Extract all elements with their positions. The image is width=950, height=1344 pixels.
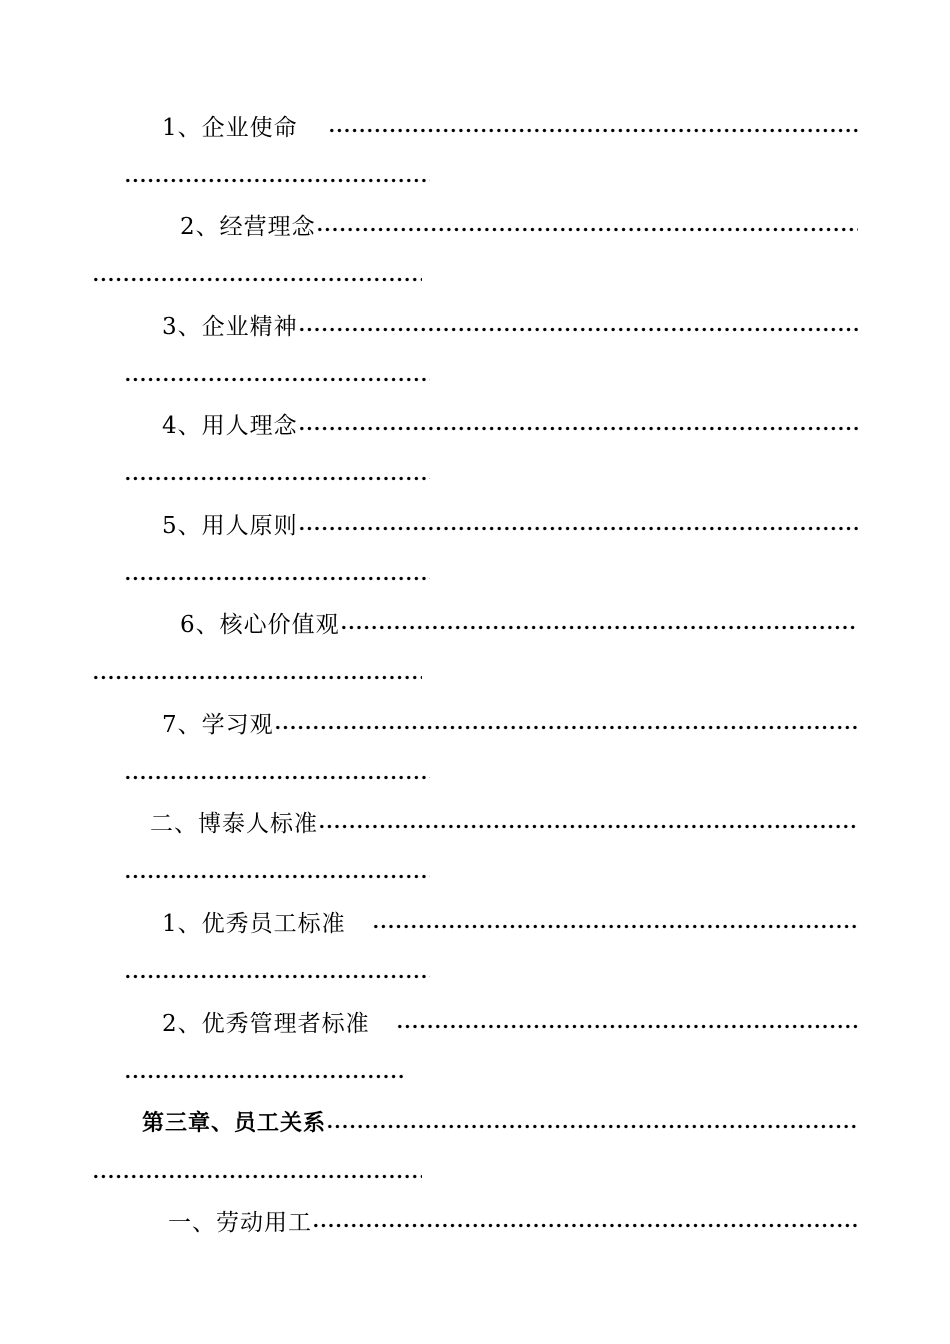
dot-leader-continuation: [124, 455, 430, 491]
dot-leader: [396, 1003, 858, 1039]
toc-entry-label: 5、用人原则: [162, 512, 298, 539]
dot-leader-continuation: [124, 356, 430, 392]
dot-leader: [312, 1202, 858, 1238]
toc-entry-label: 1、企业使命: [162, 114, 298, 141]
toc-entry-label: 1、优秀员工标准: [162, 910, 346, 937]
toc-entry: [0, 1103, 950, 1203]
toc-entry-label: 二、博泰人标准: [150, 810, 318, 837]
dot-leader-continuation: [92, 654, 422, 690]
toc-entry-label: 一、劳动用工: [168, 1209, 312, 1236]
dot-leader-continuation: [124, 953, 430, 989]
dot-leader-continuation: [124, 157, 430, 193]
dot-leader: [298, 405, 858, 441]
dot-leader: [328, 107, 858, 143]
toc-entry: [0, 903, 950, 1003]
dot-leader-continuation: [124, 1053, 406, 1089]
toc-chapter-label: 第三章、员工关系: [142, 1110, 327, 1136]
dot-leader-continuation: [92, 256, 422, 292]
dot-leader: [326, 1103, 858, 1139]
toc-entry: [0, 306, 950, 406]
toc-entry: [0, 505, 950, 605]
dot-leader: [340, 604, 858, 640]
toc-entry-label: 2、经营理念: [180, 213, 316, 240]
toc-entry-label: 6、核心价值观: [180, 611, 340, 638]
toc-entry: [0, 704, 950, 804]
dot-leader: [274, 704, 858, 740]
dot-leader-continuation: [124, 754, 430, 790]
dot-leader: [298, 505, 858, 541]
toc-entry-label: 7、学习观: [162, 711, 274, 738]
dot-leader: [318, 803, 858, 839]
toc-entry: [0, 107, 950, 207]
dot-leader-continuation: [124, 853, 430, 889]
toc-entry-label: 4、用人理念: [162, 412, 298, 439]
toc-entry: [0, 803, 950, 903]
dot-leader-continuation: [92, 1153, 422, 1189]
toc-entry: [0, 1202, 950, 1302]
toc-entry: [0, 405, 950, 505]
toc-entry: [0, 1003, 950, 1103]
dot-leader: [298, 306, 858, 342]
dot-leader-continuation: [124, 555, 430, 591]
dot-leader: [316, 206, 858, 242]
toc-entry: [0, 206, 950, 306]
dot-leader: [372, 903, 858, 939]
toc-entry-label: 3、企业精神: [162, 313, 298, 340]
toc-entry: [0, 604, 950, 704]
toc-entry-label: 2、优秀管理者标准: [162, 1010, 370, 1037]
